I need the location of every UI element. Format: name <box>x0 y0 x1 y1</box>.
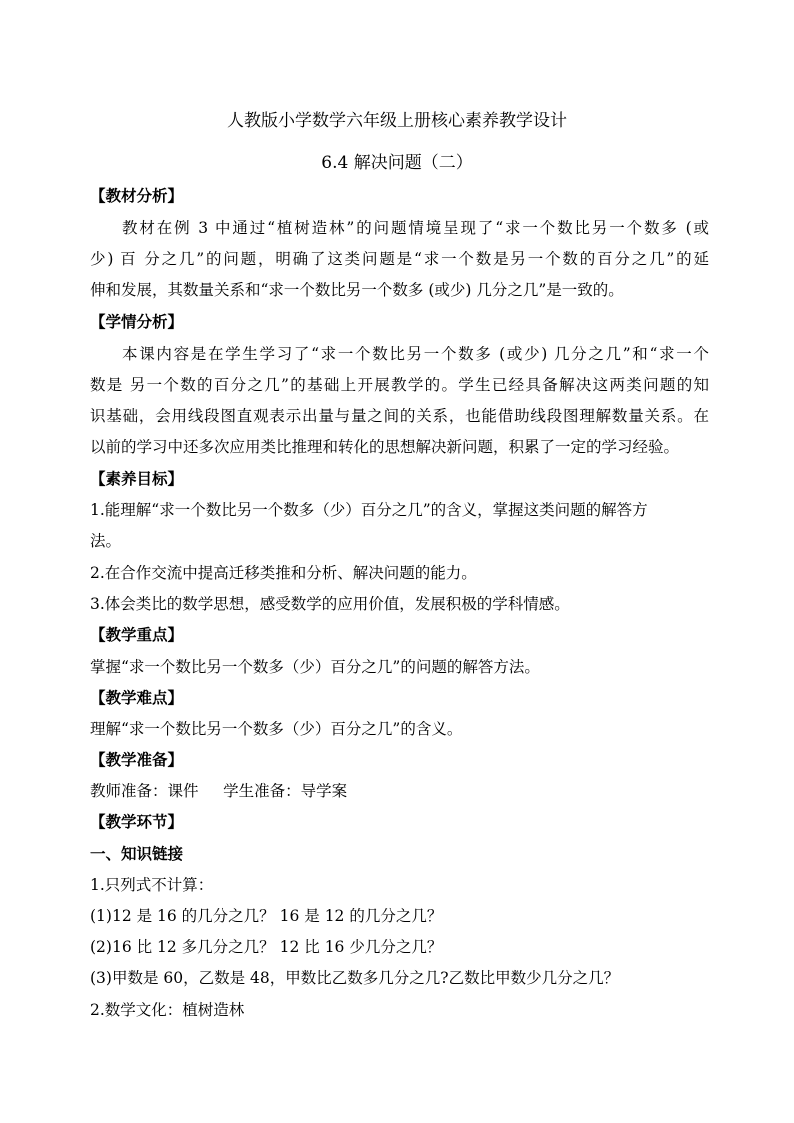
list-item: (1)12 是 16 的几分之几？ 16 是 12 的几分之几？ <box>90 907 443 925</box>
paragraph-line: 数是 另一个数的百分之几”的基础上开展教学的。学生已经具备解决这两类问题的知 <box>90 376 709 394</box>
paragraph-line: 教材在例 3 中通过“植树造林”的问题情境呈现了“求一个数比另一个数多 (或 <box>122 219 709 237</box>
heading-key-points: 【教学重点】 <box>90 626 184 644</box>
goal-item: 2.在合作交流中提高迁移类推和分析、解决问题的能力。 <box>90 564 477 582</box>
heading-textbook-analysis: 【教材分析】 <box>90 187 184 205</box>
list-item: (3)甲数是 60，乙数是 48，甲数比乙数多几分之几?乙数比甲数少几分之几？ <box>90 969 620 987</box>
paragraph-line: 本课内容是在学生学习了“求一个数比另一个数多 (或少) 几分之几”和“求一个 <box>122 345 709 363</box>
paragraph-line: 掌握“求一个数比另一个数多（少）百分之几”的问题的解答方法。 <box>90 658 540 676</box>
document-title: 人教版小学数学六年级上册核心素养教学设计 <box>227 111 567 131</box>
paragraph-line: 以前的学习中还多次应用类比推理和转化的思想解决新问题，积累了一定的学习经验。 <box>90 438 680 456</box>
paragraph-line: 理解“求一个数比另一个数多（少）百分之几”的含义。 <box>90 720 463 738</box>
paragraph-line: 少) 百 分之几”的问题，明确了这类问题是“求一个数是另一个数的百分之几”的延 <box>90 250 709 268</box>
heading-literacy-goals: 【素养目标】 <box>90 470 184 488</box>
heading-teaching-steps: 【教学环节】 <box>90 813 184 831</box>
goal-item-continued: 法。 <box>90 532 122 550</box>
paragraph-line: 伸和发展，其数量关系和“求一个数比另一个数多 (或少) 几分之几”是一致的。 <box>90 281 624 299</box>
section-heading: 一、知识链接 <box>90 845 184 863</box>
list-item: (2)16 比 12 多几分之几？ 12 比 16 少几分之几？ <box>90 938 443 956</box>
list-item: 2.数学文化：植树造林 <box>90 1001 245 1019</box>
heading-preparation: 【教学准备】 <box>90 751 184 769</box>
lesson-title: 6.4 解决问题（二） <box>321 153 473 173</box>
list-item: 1.只列式不计算： <box>90 876 214 894</box>
paragraph-line: 教师准备：课件 学生准备：导学案 <box>90 782 348 800</box>
goal-item: 1.能理解“求一个数比另一个数多（少）百分之几”的含义，掌握这类问题的解答方 <box>90 501 648 519</box>
heading-student-analysis: 【学情分析】 <box>90 313 184 331</box>
paragraph-line: 识基础，会用线段图直观表示出量与量之间的关系，也能借助线段图理解数量关系。在 <box>90 407 709 425</box>
goal-item: 3.体会类比的数学思想，感受数学的应用价值，发展积极的学科情感。 <box>90 595 570 613</box>
heading-difficult-points: 【教学难点】 <box>90 689 184 707</box>
